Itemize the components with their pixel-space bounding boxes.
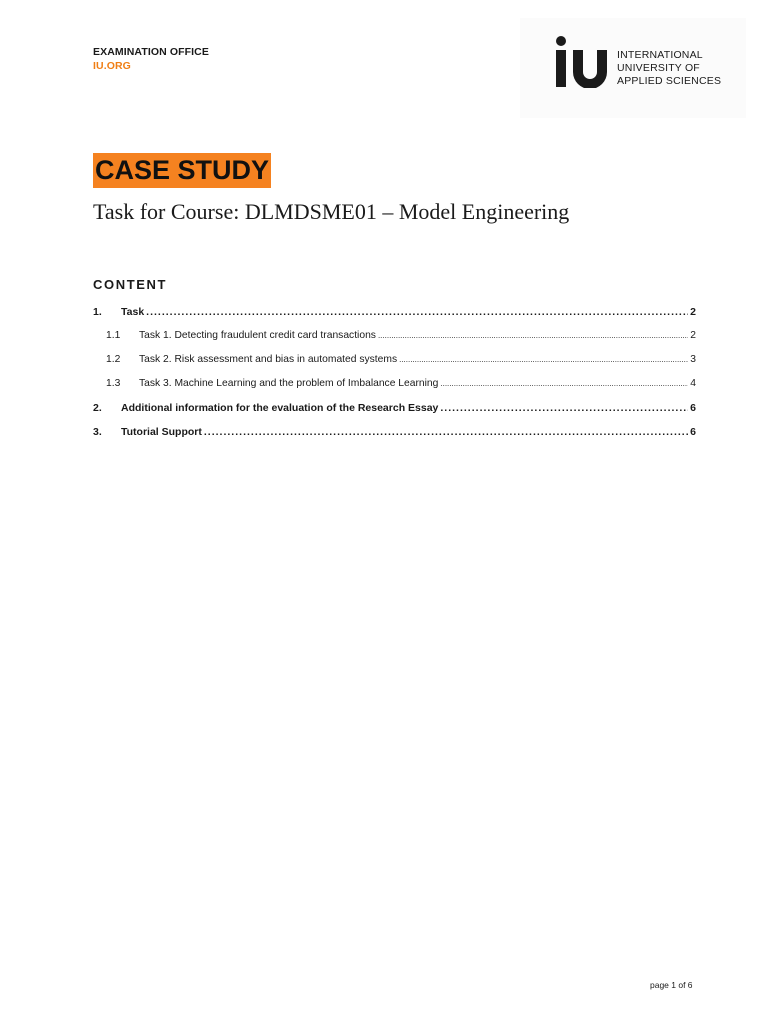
toc-entry-number: 1.1 [106, 330, 121, 341]
table-of-contents-heading: CONTENT [93, 277, 168, 292]
toc-entry-page: 6 [690, 402, 696, 414]
toc-entry-title: Additional information for the evaluation of the Research Essay [121, 402, 439, 414]
university-name-line-3: APPLIED SCIENCES [617, 75, 722, 87]
toc-entry-task[interactable] [93, 303, 696, 327]
university-name-line-1: INTERNATIONAL [617, 49, 703, 61]
document-title: CASE STUDY [95, 155, 270, 185]
toc-entry-number: 1.3 [106, 378, 121, 389]
iu-logo-icon [555, 36, 609, 88]
page-number: page 1 of 6 [650, 980, 693, 990]
toc-entry-title: Task 1. Detecting fraudulent credit card transactions [139, 330, 376, 341]
university-name [617, 49, 721, 88]
toc-entry-title: Task 3. Machine Learning and the problem of Imbalance Learning [139, 378, 439, 389]
toc-entry-task-3[interactable] [93, 375, 696, 399]
toc-entry-page: 6 [690, 426, 696, 438]
toc-dot-leader [146, 303, 688, 321]
title-highlight [93, 153, 271, 188]
toc-dot-leader [399, 351, 688, 369]
toc-entry-number: 1. [93, 306, 102, 318]
toc-entry-additional-information[interactable] [93, 399, 696, 423]
toc-entry-task-1[interactable] [93, 327, 696, 351]
toc-entry-task-2[interactable] [93, 351, 696, 375]
toc-entry-title: Task 2. Risk assessment and bias in automated systems [139, 354, 398, 365]
toc-entry-title: Task [121, 306, 145, 318]
toc-entry-page: 3 [690, 354, 696, 365]
toc-entry-tutorial-support[interactable] [93, 423, 696, 447]
table-of-contents [93, 303, 696, 447]
toc-dot-leader [204, 423, 688, 441]
toc-dot-leader [440, 399, 688, 417]
toc-entry-page: 2 [690, 306, 696, 318]
toc-dot-leader [378, 327, 688, 345]
office-website: IU.ORG [93, 60, 131, 72]
toc-entry-number: 3. [93, 426, 102, 438]
university-name-line-2: UNIVERSITY OF [617, 62, 700, 74]
toc-entry-number: 2. [93, 402, 102, 414]
toc-entry-title: Tutorial Support [121, 426, 202, 438]
office-name: EXAMINATION OFFICE [93, 46, 209, 58]
toc-entry-page: 4 [690, 378, 696, 389]
examination-office-header [93, 45, 209, 73]
document-subtitle: Task for Course: DLMDSME01 – Model Engineering [93, 199, 570, 224]
toc-dot-leader [440, 375, 688, 393]
toc-entry-page: 2 [690, 330, 696, 341]
toc-entry-number: 1.2 [106, 354, 121, 365]
